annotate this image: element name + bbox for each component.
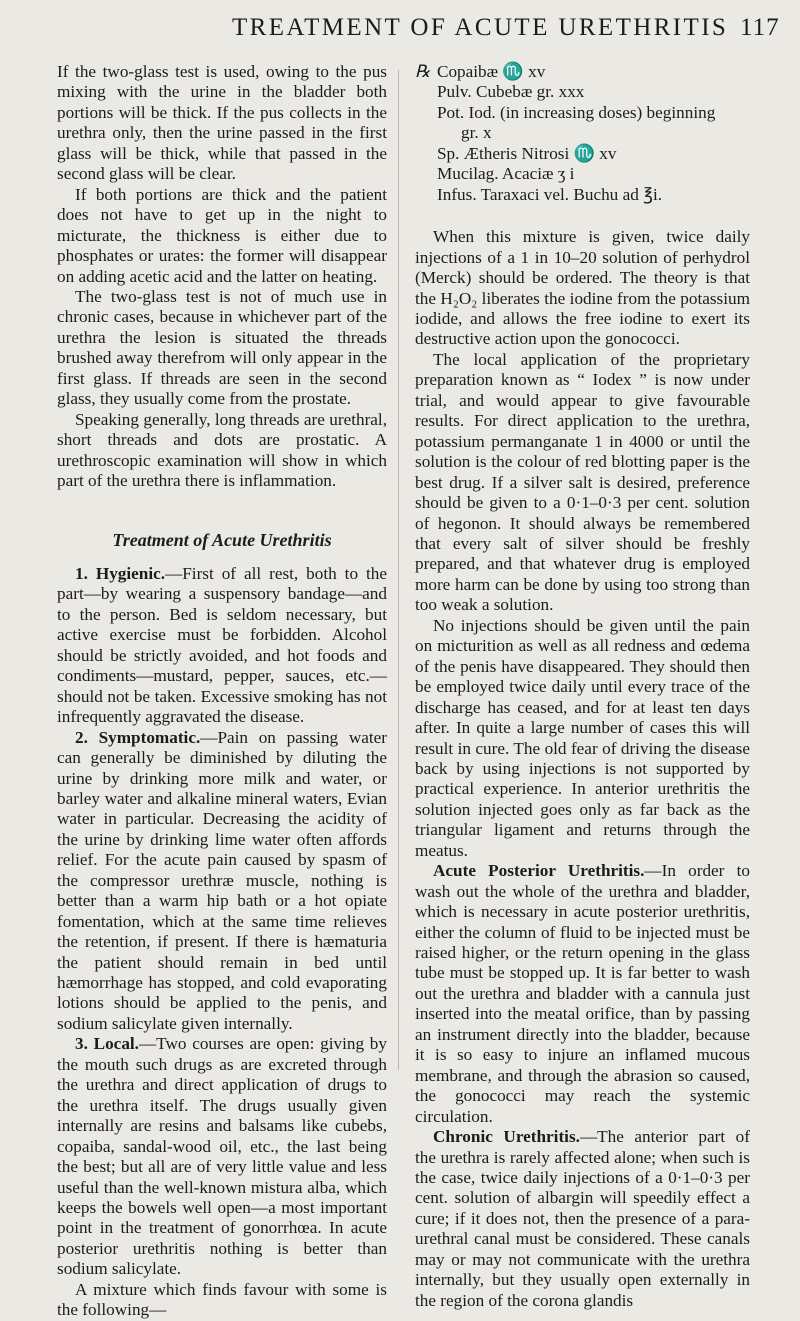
paragraph: The local application of the proprietary preparation known as “ Iodex ” is now under trial, and would appear to give favourable results. For direct application to the urethra, potassium permanganate 1 in 4000 or until the solution is the colour of red blotting paper is the best drug. If a silver salt is desired, preference should be given to a 0·1–0·3 per cent. solution of hegonon. It should always be remembered that every salt of silver should be freshly prepared, and that whatever drug is employed more harm can be done by using too strong than too weak a solution.	[415, 349, 750, 615]
recipe-symbol: ℞	[415, 62, 431, 81]
chronic-text: —The anterior part of the urethra is rarely affected alone; when such is the case, twice daily injections of a 0·1–0·3 per cent. solution of albargin will speedily effect a cure; if it does not, then the presence of a para-urethral canal must be considered. These canals may or may not communicate with the urethra internally, but they usually open externally in the region of the corona glandis	[415, 1127, 751, 1310]
paragraph-local	[57, 1034, 387, 1279]
page-number: 117	[740, 14, 780, 41]
symptomatic-text: —Pain on passing water can generally be diminished by diluting the urine by drinking more milk and water, or barley water and alkaline mineral waters, Evian water in particular. Decreasing the acidity of the urine by drinking lime water often affords relief. For the acute pain caused by spasm of the compressor urethræ muscle, nothing is better than a warm hip bath or a hot opiate fomentation, which at the same time relieves the retention, if present. If there is hæmaturia the patient should remain in bed until hæmorrhage has stopped, and cold evaporating lotions should be applied to the penis, and sodium salicylate given internally.	[57, 727, 387, 1033]
paragraph: The two-glass test is not of much use in chronic cases, because in whichever part of the urethra the lesion is situated the threads brushed away therefrom will only appear in the first glass. If threads are seen in the second glass, they usually come from the prostate.	[57, 286, 387, 409]
prescription-line: Copaibæ ♏ xv	[437, 62, 546, 81]
right-column	[415, 62, 750, 1311]
paragraph-chronic	[415, 1127, 750, 1311]
hygienic-text: —First of all rest, both to the part—by wearing a suspensory bandage—and to the person. Bed is seldom necessary, but active exercise must be forbidden. Alcohol should be strictly avoided, and hot foods and condiments—mustard, pepper, sauces, etc.—should not be taken. Excessive smoking has not infrequently aggravated the disease.	[57, 563, 387, 727]
paragraph: When this mixture is given, twice daily injections of a 1 in 10–20 solution of perhydrol (Merck) should be ordered. The theory is that the H₂O₂ liberates the iodine from the potassium iodide, and allows the free iodine to exert its destructive action upon the gonococci.	[415, 227, 750, 349]
prescription-line: Infus. Taraxaci vel. Buchu ad ℥i.	[437, 184, 663, 204]
running-title: TREATMENT OF ACUTE URETHRITIS	[232, 14, 729, 41]
symptomatic-heading: 2. Symptomatic.	[75, 727, 201, 747]
chronic-heading: Chronic Urethritis.	[433, 1127, 580, 1147]
prescription-line: Pot. Iod. (in increasing doses) beginning	[437, 102, 716, 122]
page-header	[0, 14, 800, 44]
paragraph-symptomatic	[57, 728, 387, 1035]
prescription-line: Sp. Ætheris Nitrosi ♏ xv	[437, 143, 617, 163]
section-heading: Treatment of Acute Urethritis	[112, 529, 332, 550]
paragraph: If the two-glass test is used, owing to the pus mixing with the urine in the bladder both portions will be thick. If the pus collects in the urethra only, then the urine passed in the first glass will be thick, while that passed in the second glass will be clear.	[57, 62, 387, 184]
paragraph: Speaking generally, long threads are urethral, short threads and dots are prostatic. A urethroscopic examination will show in which part of the urethra there is inflammation.	[57, 409, 387, 491]
local-heading: 3. Local.	[75, 1034, 139, 1054]
paragraph-hygienic	[57, 564, 387, 728]
paragraph: If both portions are thick and the patient does not have to get up in the night to micturate, the thickness is either due to phosphates or urates: the former will disappear on adding acetic acid and the latter on heating.	[57, 184, 387, 286]
prescription-line: Mucilag. Acaciæ ʒ i	[437, 164, 575, 184]
acute-posterior-text: —In order to wash out the whole of the urethra and bladder, which is necessary in acute posterior urethritis, either the column of fluid to be injected must be raised higher, or the return opening in the glass tube must be stopped up. It is far better to wash out the urethra and bladder with a cannula just inserted into the meatal orifice, than by passing an instrument directly into the bladder, because it is so easy to injure an inflamed mucous membrane, and through the abrasion so caused, the gonococci may reach the systemic circulation.	[415, 861, 751, 1126]
paragraph: A mixture which finds favour with some is the following—	[57, 1279, 387, 1320]
left-column	[57, 62, 387, 1321]
column-divider	[398, 70, 399, 1070]
prescription	[415, 62, 750, 205]
local-text: —Two courses are open: giving by the mouth such drugs as are excreted through the urethra and direct application of drugs to the urethra itself. The drugs usually given internally are resins and balsams like cubebs, copaiba, sandal-wood oil, etc., the last being the best; but all are of very little value and less useful than the well-known mistura alba, which keeps the bowels well open—a most important point in the treatment of gonorrhœa. In acute posterior urethritis nothing is better than sodium salicylate.	[57, 1034, 387, 1279]
paragraph-acute-posterior	[415, 861, 750, 1127]
acute-posterior-heading: Acute Posterior Urethritis.	[433, 861, 645, 881]
prescription-line: gr. x	[461, 123, 492, 143]
paragraph: No injections should be given until the pain on micturition as well as all redness and œdema of the penis have disappeared. They should then be employed twice daily until every trace of the discharge has ceased, and for at least ten days after. In quite a large number of cases this will result in cure. The old fear of driving the disease back by using injections is not supported by practical experience. In anterior urethritis the solution injected goes only as far back as the triangular ligament and returns through the meatus.	[415, 615, 750, 860]
hygienic-heading: 1. Hygienic.	[75, 563, 166, 583]
prescription-line: Pulv. Cubebæ gr. xxx	[437, 82, 585, 102]
